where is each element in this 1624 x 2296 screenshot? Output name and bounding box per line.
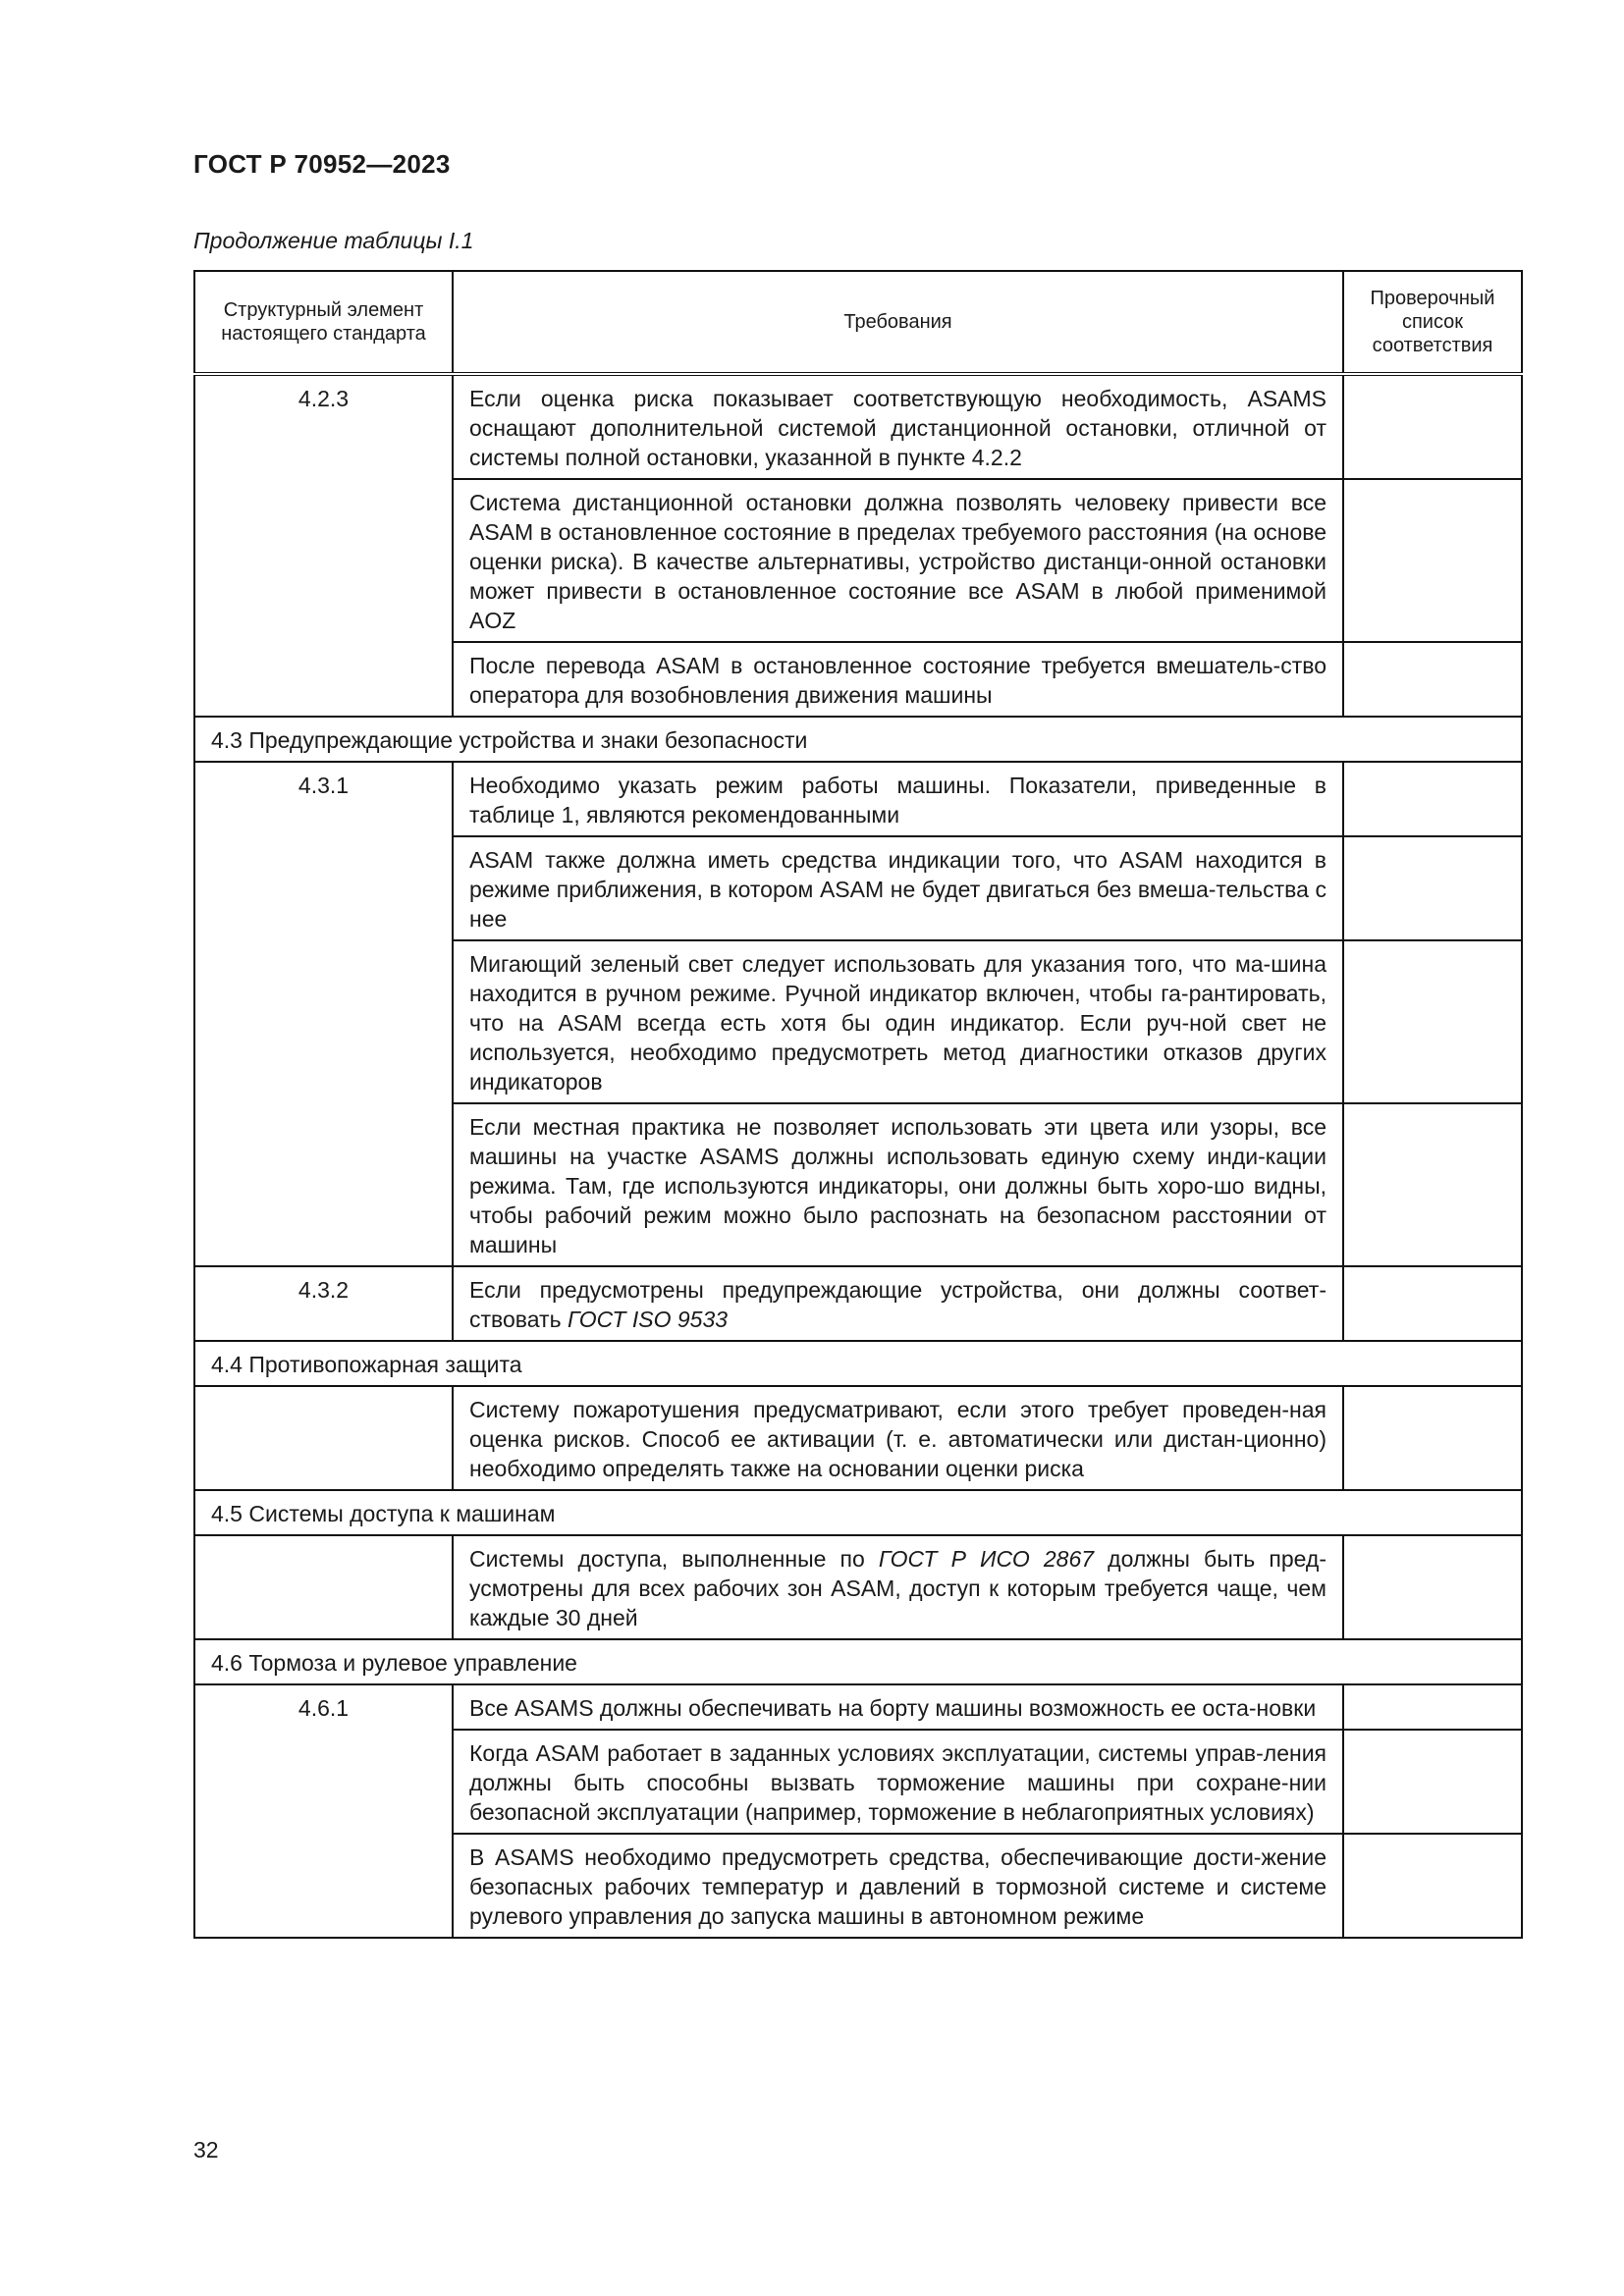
clause-cell: 4.2.3	[194, 374, 453, 717]
checklist-cell	[1343, 1535, 1522, 1639]
section-row	[194, 1639, 1522, 1684]
clause-cell	[194, 1386, 453, 1490]
table-row	[194, 1266, 1522, 1341]
requirement-text: Системы доступа, выполненные по	[469, 1546, 879, 1572]
clause-cell: 4.6.1	[194, 1684, 453, 1938]
checklist-cell	[1343, 1266, 1522, 1341]
checklist-cell	[1343, 836, 1522, 940]
requirement-cell: В ASAMS необходимо предусмотреть средства, обеспечивающие дости-жение безопасных рабочих температур и давлений в тормозной системе и системе рулевого управления до запуска машины в автономном режиме	[453, 1834, 1343, 1938]
referenced-standard: ГОСТ Р ИСО 2867	[878, 1546, 1095, 1572]
clause-cell: 4.3.2	[194, 1266, 453, 1341]
section-row	[194, 1341, 1522, 1386]
requirement-cell: ASAM также должна иметь средства индикации того, что ASAM находится в режиме приближения, в котором ASAM не будет двигаться без вмеша-тельства с нее	[453, 836, 1343, 940]
requirement-cell	[453, 1535, 1343, 1639]
checklist-cell	[1343, 1103, 1522, 1266]
clause-cell	[194, 1535, 453, 1639]
table-row	[194, 1386, 1522, 1490]
section-heading: 4.6 Тормоза и рулевое управление	[194, 1639, 1522, 1684]
requirement-cell: Мигающий зеленый свет следует использовать для указания того, что ма-шина находится в ручном режиме. Ручной индикатор включен, чтобы га-рантировать, что на ASAM всегда есть хотя бы один индикатор. Если руч-ной свет не используется, необходимо предусмотреть метод диагностики отказов других индикаторов	[453, 940, 1343, 1103]
requirement-cell: Систему пожаротушения предусматривают, если этого требует проведен-ная оценка рисков. Способ ее активации (т. е. автоматически или дистан-ционно) необходимо определять также на основании оценки риска	[453, 1386, 1343, 1490]
requirement-cell: Необходимо указать режим работы машины. Показатели, приведенные в таблице 1, являются рекомендованными	[453, 762, 1343, 836]
section-heading: 4.5 Системы доступа к машинам	[194, 1490, 1522, 1535]
checklist-cell	[1343, 642, 1522, 717]
requirement-cell	[453, 1266, 1343, 1341]
section-heading: 4.3 Предупреждающие устройства и знаки безопасности	[194, 717, 1522, 762]
checklist-cell	[1343, 1730, 1522, 1834]
page-number: 32	[193, 2137, 219, 2163]
requirement-cell: Если местная практика не позволяет использовать эти цвета или узоры, все машины на участке ASAMS должны использовать единую схему инди-кации режима. Там, где используются индикаторы, они должны быть хоро-шо видны, чтобы рабочий режим можно было распознать на безопасном расстоянии от машины	[453, 1103, 1343, 1266]
column-header-clause: Структурный элемент настоящего стандарта	[194, 271, 453, 374]
checklist-cell	[1343, 479, 1522, 642]
column-header-requirements: Требования	[453, 271, 1343, 374]
document-standard-number: ГОСТ Р 70952—2023	[193, 149, 451, 179]
table-row	[194, 762, 1522, 836]
requirement-cell: После перевода ASAM в остановленное состояние требуется вмешатель-ство оператора для возобновления движения машины	[453, 642, 1343, 717]
referenced-standard: ГОСТ ISO 9533	[567, 1307, 729, 1332]
requirement-cell: Все ASAMS должны обеспечивать на борту машины возможность ее оста-новки	[453, 1684, 1343, 1730]
table-row	[194, 1535, 1522, 1639]
checklist-cell	[1343, 762, 1522, 836]
checklist-cell	[1343, 374, 1522, 479]
table-row	[194, 1684, 1522, 1730]
section-row	[194, 1490, 1522, 1535]
checklist-cell	[1343, 1834, 1522, 1938]
requirement-text: должны быть пред-усмотрены для всех рабочих зон ASAM, доступ к которым требуется чаще, чем каждые 30 дней	[469, 1546, 1326, 1630]
requirement-text: Если предусмотрены предупреждающие устройства, они должны соответ-ствовать	[469, 1277, 1326, 1332]
column-header-checklist: Проверочный список соответствия	[1343, 271, 1522, 374]
requirement-cell: Система дистанционной остановки должна позволять человеку привести все ASAM в остановленное состояние в пределах требуемого расстояния (на основе оценки риска). В качестве альтернативы, устройство дистанци-онной остановки может привести в остановленное состояние все ASAM в любой применимой AOZ	[453, 479, 1343, 642]
clause-cell: 4.3.1	[194, 762, 453, 1266]
table-row	[194, 374, 1522, 479]
checklist-cell	[1343, 1386, 1522, 1490]
section-heading: 4.4 Противопожарная защита	[194, 1341, 1522, 1386]
checklist-cell	[1343, 940, 1522, 1103]
requirement-cell: Когда ASAM работает в заданных условиях эксплуатации, системы управ-ления должны быть способны вызвать торможение машины при сохране-нии безопасной эксплуатации (например, торможение в неблагоприятных условиях)	[453, 1730, 1343, 1834]
requirement-cell: Если оценка риска показывает соответствующую необходимость, ASAMS оснащают дополнительной системой дистанционной остановки, отличной от системы полной остановки, указанной в пункте 4.2.2	[453, 374, 1343, 479]
table-continuation-caption: Продолжение таблицы I.1	[193, 228, 474, 253]
requirements-table	[193, 270, 1523, 1939]
checklist-cell	[1343, 1684, 1522, 1730]
section-row	[194, 717, 1522, 762]
table-header-row	[194, 271, 1522, 374]
